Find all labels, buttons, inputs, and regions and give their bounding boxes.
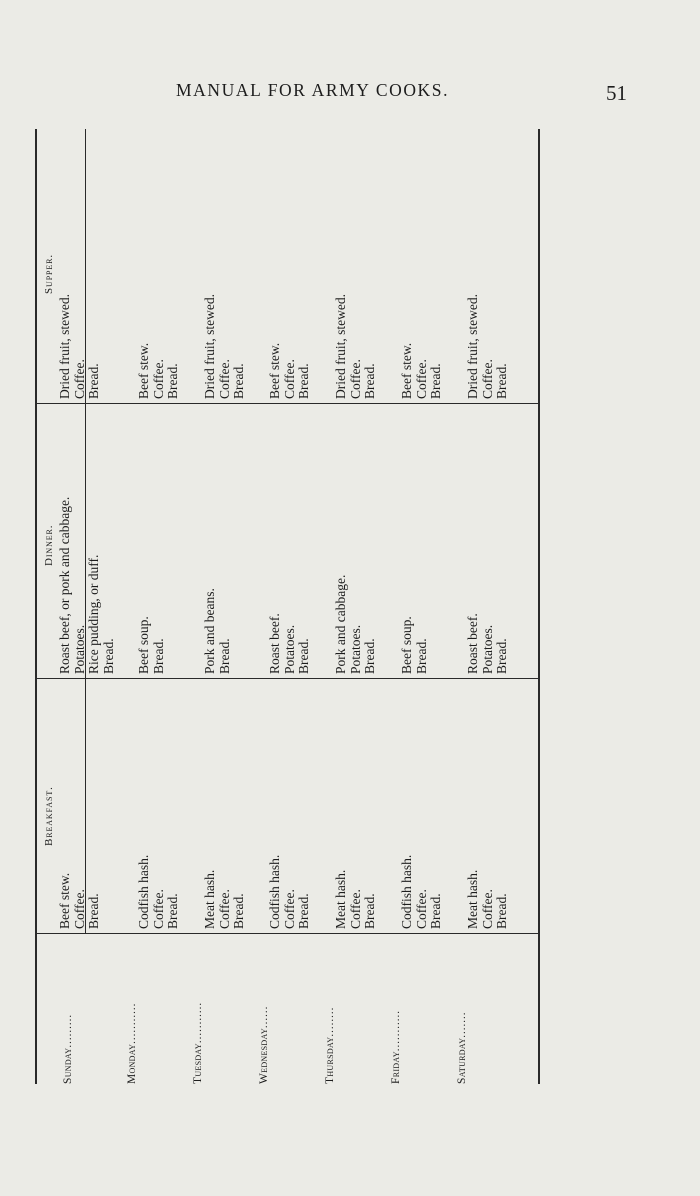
menu-item: Roast beef.: [465, 613, 480, 674]
menu-item: Meat hash.: [202, 869, 217, 929]
menu-item: Coffee.: [347, 889, 363, 929]
dinner-cell: [466, 613, 510, 674]
menu-item: Bread.: [296, 638, 311, 674]
breakfast-cell: [400, 855, 444, 929]
supper-cell: [58, 294, 102, 399]
menu-item: Beef stew.: [57, 872, 72, 929]
menu-item: Bread.: [150, 638, 166, 674]
dinner-cell: [334, 575, 378, 674]
menu-item: Pork and beans.: [202, 588, 217, 674]
menu-item: Beef stew.: [399, 342, 414, 399]
dinner-cell: [400, 616, 429, 674]
dot-leader: ...........: [192, 1001, 204, 1044]
menu-item: Coffee.: [413, 359, 429, 399]
menu-item: Bread.: [362, 638, 377, 674]
page-number: 51: [606, 81, 627, 105]
menu-item: Beef stew.: [136, 342, 151, 399]
menu-item: Bread.: [413, 638, 429, 674]
menu-item: Bread.: [165, 363, 180, 399]
menu-item: Coffee.: [281, 359, 297, 399]
menu-item: Bread.: [428, 893, 443, 929]
menu-item: Dried fruit, stewed.: [465, 294, 480, 399]
table-row-day: [188, 1002, 206, 1084]
day-label: Wednesday: [258, 1028, 270, 1084]
divider-day-breakfast: [35, 933, 538, 934]
menu-item: Bread.: [231, 893, 246, 929]
dinner-cell: [137, 616, 166, 674]
menu-item: Coffee.: [479, 889, 495, 929]
supper-cell: [400, 343, 444, 399]
supper-cell: [334, 294, 378, 399]
table-row-day: [320, 1007, 338, 1084]
menu-item: Bread.: [296, 363, 311, 399]
menu-item: Coffee.: [479, 359, 495, 399]
day-label: Sunday: [62, 1047, 74, 1084]
menu-item: Codfish hash.: [267, 854, 282, 929]
supper-cell: [268, 343, 312, 399]
dinner-cell: [58, 497, 116, 674]
dot-leader: .........: [62, 1013, 74, 1048]
dot-leader: ...........: [390, 1009, 402, 1052]
menu-item: Dried fruit, stewed.: [202, 294, 217, 399]
menu-item: Dried fruit, stewed.: [333, 294, 348, 399]
breakfast-cell: [268, 855, 312, 929]
breakfast-cell: [58, 873, 102, 929]
running-head: MANUAL FOR ARMY COOKS.: [176, 80, 450, 100]
menu-item: Coffee.: [150, 359, 166, 399]
menu-item: Roast beef.: [267, 613, 282, 674]
menu-item: Coffee.: [150, 889, 166, 929]
menu-item: Coffee.: [216, 889, 232, 929]
day-label: Thursday: [324, 1036, 336, 1084]
menu-item: Rice pudding, or duff.: [86, 554, 101, 674]
table-row-day: [386, 1010, 404, 1084]
menu-item: Bread.: [362, 363, 377, 399]
dot-leader: ......: [258, 1005, 270, 1029]
menu-item: Potatoes.: [281, 624, 297, 674]
day-label: Saturday: [456, 1037, 468, 1084]
column-header-dinner: Dinner.: [43, 524, 55, 566]
bottom-rule: [538, 129, 540, 1084]
menu-item: Potatoes.: [347, 624, 363, 674]
menu-item: Beef soup.: [136, 616, 151, 674]
menu-item: Beef stew.: [267, 342, 282, 399]
menu-item: Bread.: [231, 363, 246, 399]
menu-item: Bread.: [494, 893, 509, 929]
menu-item: Coffee.: [281, 889, 297, 929]
dot-leader: ...........: [126, 1002, 138, 1044]
menu-item: Coffee.: [347, 359, 363, 399]
breakfast-cell: [203, 870, 247, 929]
breakfast-cell: [334, 870, 378, 929]
menu-item: Coffee.: [216, 359, 232, 399]
dot-leader: ........: [324, 1006, 336, 1037]
divider-breakfast-dinner: [35, 678, 538, 679]
dot-leader: .......: [456, 1011, 468, 1038]
menu-item: Bread.: [362, 893, 377, 929]
menu-item: Meat hash.: [465, 869, 480, 929]
column-header-supper: Supper.: [43, 253, 55, 294]
menu-item: Bread.: [428, 363, 443, 399]
menu-item: Bread.: [494, 363, 509, 399]
menu-item: Beef soup.: [399, 616, 414, 674]
breakfast-cell: [137, 855, 181, 929]
menu-item: Bread.: [165, 893, 180, 929]
menu-item: Potatoes.: [479, 624, 495, 674]
menu-item: Coffee.: [71, 359, 87, 399]
dinner-cell: [203, 588, 232, 674]
menu-item: Coffee.: [413, 889, 429, 929]
menu-item: Bread.: [100, 638, 116, 674]
menu-item: Pork and cabbage.: [333, 574, 348, 674]
table-row-day: [452, 1011, 470, 1084]
menu-item: Coffee.: [71, 889, 87, 929]
menu-item: Bread.: [86, 363, 101, 399]
menu-item: Bread.: [494, 638, 509, 674]
divider-dinner-supper: [35, 403, 538, 404]
menu-item: Codfish hash.: [136, 854, 151, 929]
menu-item: Roast beef, or pork and cabbage.: [57, 496, 72, 674]
day-label: Monday: [126, 1043, 138, 1084]
menu-item: Bread.: [86, 893, 101, 929]
table-row-day: [58, 1014, 76, 1084]
supper-cell: [466, 294, 510, 399]
day-label: Tuesday: [192, 1043, 204, 1084]
menu-item: Bread.: [216, 638, 232, 674]
breakfast-cell: [466, 870, 510, 929]
column-header-breakfast: Breakfast.: [43, 786, 55, 846]
menu-item: Potatoes.: [71, 624, 87, 674]
menu-item: Dried fruit, stewed.: [57, 294, 72, 399]
table-row-day: [122, 1003, 140, 1084]
dinner-cell: [268, 613, 312, 674]
rotated-table: [0, 129, 545, 1084]
top-rule: [35, 129, 37, 1084]
menu-item: Bread.: [296, 893, 311, 929]
menu-item: Meat hash.: [333, 869, 348, 929]
supper-cell: [203, 294, 247, 399]
supper-cell: [137, 343, 181, 399]
table-row-day: [254, 1006, 272, 1084]
day-label: Friday: [390, 1051, 402, 1084]
menu-item: Codfish hash.: [399, 854, 414, 929]
